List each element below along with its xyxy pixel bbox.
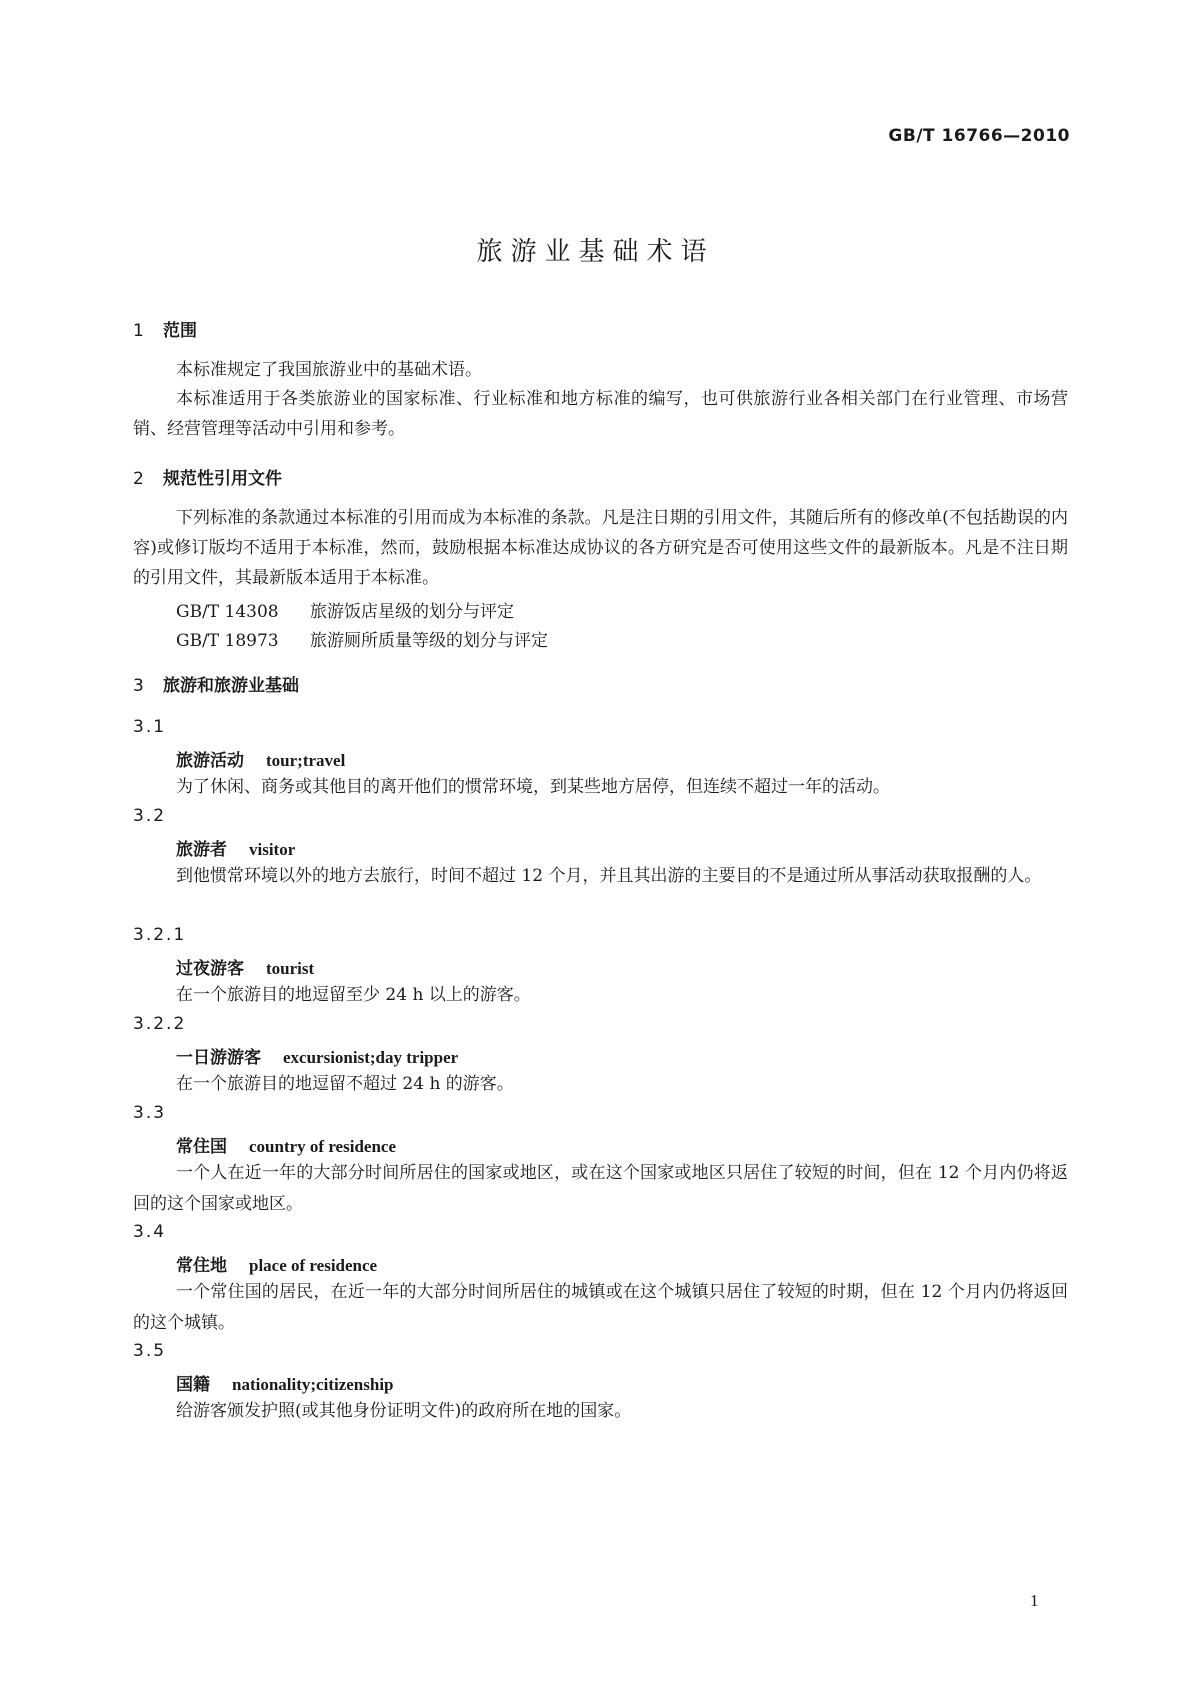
term-english: tour;travel (266, 751, 346, 770)
reference-item (176, 626, 548, 651)
scope-paragraph-1: 本标准规定了我国旅游业中的基础术语。 (176, 360, 482, 380)
reference-title: 旅游厕所质量等级的划分与评定 (310, 631, 548, 651)
term-definition: 一个人在近一年的大部分时间所居住的国家或地区，或在这个国家或地区只居住了较短的时间，但在 12 个月内仍将返回的这个国家或地区。 (133, 1163, 1068, 1214)
term-number: 3.2 (133, 806, 167, 826)
term-definition: 一个常住国的居民，在近一年的大部分时间所居住的城镇或在这个城镇只居住了较短的时期，但在 12 个月内仍将返回的这个城镇。 (133, 1282, 1068, 1333)
term-definition: 在一个旅游目的地逗留至少 24 h 以上的游客。 (176, 985, 531, 1005)
scope-paragraph-2: 本标准适用于各类旅游业的国家标准、行业标准和地方标准的编写，也可供旅游行业各相关部门在行业管理、市场营销、经营管理等活动中引用和参考。 (133, 389, 1068, 439)
section-title: 旅游和旅游业基础 (163, 676, 299, 696)
term-heading (176, 1370, 394, 1395)
term-definition: 到他惯常环境以外的地方去旅行，时间不超过 12 个月，并且其出游的主要目的不是通过所从事活动获取报酬的人。 (176, 866, 1042, 886)
term-english: country of residence (249, 1137, 396, 1156)
term-heading (176, 746, 345, 771)
term-chinese: 过夜游客 (176, 959, 244, 979)
term-chinese: 常住地 (176, 1256, 227, 1276)
section-number: 3 (133, 676, 144, 696)
reference-code: GB/T 14308 (176, 602, 279, 622)
term-heading (176, 954, 314, 979)
section-number: 2 (133, 469, 144, 489)
standard-number: GB/T 16766—2010 (888, 126, 1070, 146)
reference-item (176, 597, 514, 622)
term-definition: 为了休闲、商务或其他目的离开他们的惯常环境，到某些地方居停，但连续不超过一年的活动。 (176, 777, 890, 797)
term-chinese: 旅游活动 (176, 751, 244, 771)
term-number: 3.3 (133, 1103, 167, 1123)
section-heading-2 (133, 464, 282, 489)
term-number: 3.2.2 (133, 1014, 187, 1034)
term-number: 3.2.1 (133, 925, 187, 945)
section-number: 1 (133, 321, 144, 341)
term-number: 3.4 (133, 1222, 167, 1242)
reference-title: 旅游饭店星级的划分与评定 (310, 602, 514, 622)
document-title: 旅游业基础术语 (476, 237, 715, 267)
term-definition: 给游客颁发护照(或其他身份证明文件)的政府所在地的国家。 (176, 1401, 632, 1421)
term-number: 3.1 (133, 717, 167, 737)
reference-code: GB/T 18973 (176, 631, 279, 651)
references-intro: 下列标准的条款通过本标准的引用而成为本标准的条款。凡是注日期的引用文件，其随后所有的修改单(不包括勘误的内容)或修订版均不适用于本标准，然而，鼓励根据本标准达成协议的各方研究是否可使用这些文件的最新版本。凡是不注日期的引用文件，其最新版本适用于本标准。 (133, 508, 1068, 588)
term-chinese: 旅游者 (176, 840, 227, 860)
section-title: 范围 (163, 321, 197, 341)
term-chinese: 一日游游客 (176, 1048, 261, 1068)
term-english: excursionist;day tripper (283, 1048, 459, 1067)
section-heading-1 (133, 316, 197, 341)
section-heading-3 (133, 671, 299, 696)
term-english: place of residence (249, 1256, 378, 1275)
term-english: visitor (249, 840, 296, 859)
section-title: 规范性引用文件 (163, 469, 282, 489)
term-chinese: 常住国 (176, 1137, 227, 1157)
page-number: 1 (1030, 1591, 1039, 1610)
term-number: 3.5 (133, 1341, 167, 1361)
term-definition: 在一个旅游目的地逗留不超过 24 h 的游客。 (176, 1074, 514, 1094)
term-heading (176, 1132, 396, 1157)
term-english: tourist (266, 959, 315, 978)
term-chinese: 国籍 (176, 1375, 210, 1395)
term-heading (176, 835, 295, 860)
term-english: nationality;citizenship (232, 1375, 394, 1394)
term-heading (176, 1043, 458, 1068)
term-heading (176, 1251, 377, 1276)
